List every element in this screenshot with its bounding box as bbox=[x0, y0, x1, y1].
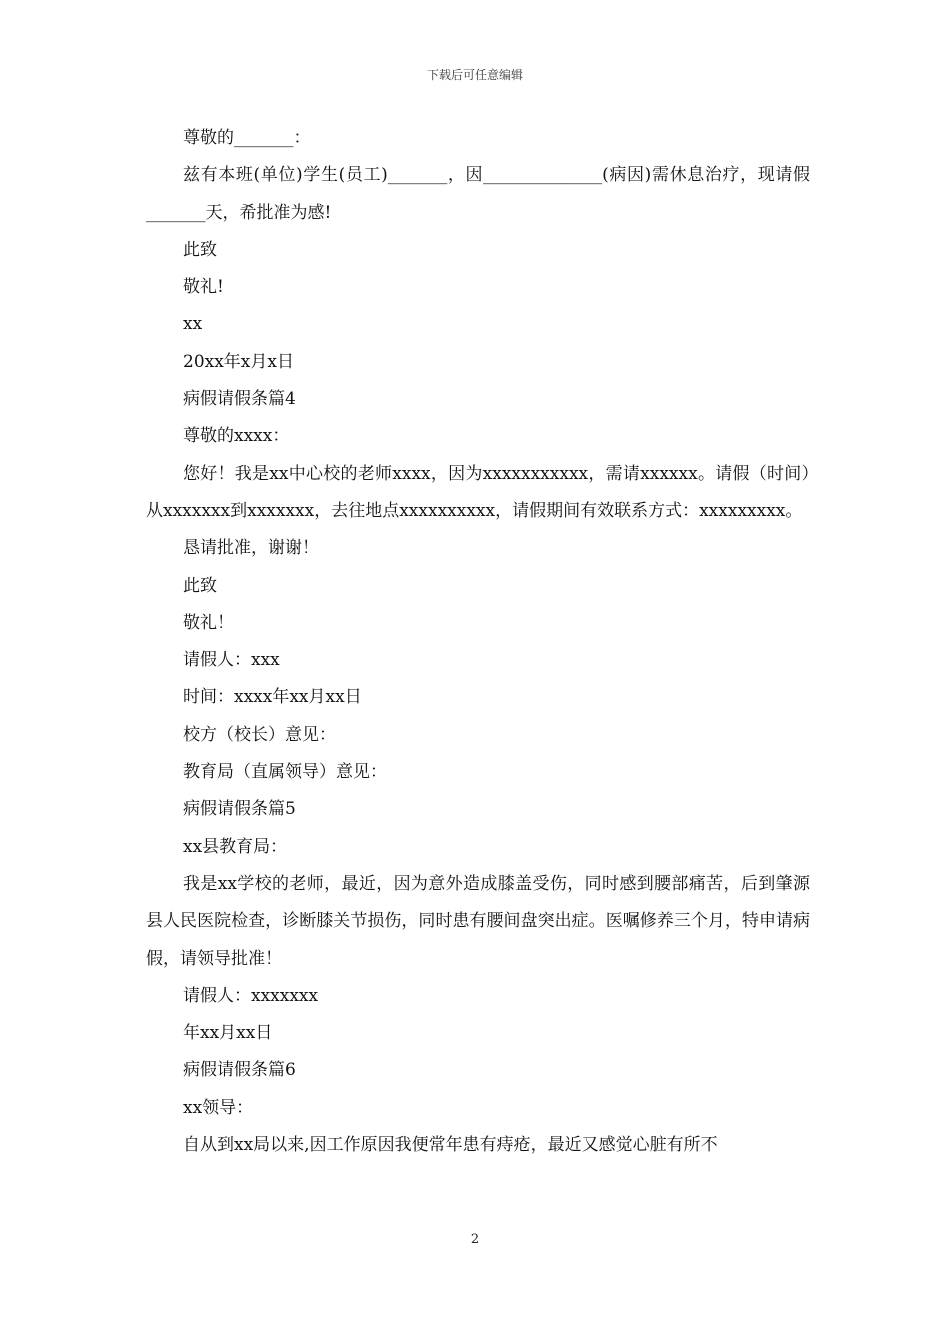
closing-line: 敬礼！ bbox=[183, 612, 234, 633]
paragraph: 兹有本班(单位)学生(员工)_______，因______________(病因)需休息治疗，现请假_______天，希批准为感! bbox=[146, 165, 810, 223]
closing-line: 敬礼! bbox=[183, 277, 224, 298]
approval-line: 教育局（直属领导）意见： bbox=[183, 762, 387, 783]
page-header: 下载后可任意编辑 bbox=[426, 68, 523, 82]
document-body bbox=[146, 120, 810, 1164]
page-number: 2 bbox=[470, 1232, 480, 1247]
section-title: 病假请假条篇4 bbox=[183, 389, 296, 410]
salutation: 尊敬的_______： bbox=[183, 128, 311, 148]
approval-line: 校方（校长）意见： bbox=[183, 724, 336, 745]
closing-line: 此致 bbox=[183, 575, 217, 596]
paragraph: 我是xx学校的老师，最近，因为意外造成膝盖受伤，同时感到腰部痛苦，后到肇源县人民医院检查，诊断膝关节损伤，同时患有腰间盘突出症。医嘱修养三个月，特申请病假，请领导批准！ bbox=[146, 873, 810, 969]
paragraph: 您好！我是xx中心校的老师xxxx，因为xxxxxxxxxxx，需请xxxxxx。请假（时间）从xxxxxxx到xxxxxxx，去往地点xxxxxxxxxx，请假期间有效联系方式：xxxxxxxxx。 bbox=[146, 463, 810, 521]
section-title: 病假请假条篇5 bbox=[183, 799, 296, 820]
date-line: 年xx月xx日 bbox=[183, 1023, 273, 1044]
salutation: xx领导： bbox=[183, 1097, 254, 1118]
requester-line: 请假人：xxx bbox=[183, 650, 280, 671]
date-line: 20xx年x月x日 bbox=[183, 351, 294, 372]
requester-line: 请假人：xxxxxxx bbox=[183, 985, 319, 1006]
closing-line: 此致 bbox=[183, 239, 217, 260]
date-line: 时间：xxxx年xx月xx日 bbox=[183, 687, 362, 708]
paragraph: 自从到xx局以来,因工作原因我便常年患有痔疮，最近又感觉心脏有所不 bbox=[183, 1135, 718, 1156]
signature: xx bbox=[183, 314, 203, 335]
section-title: 病假请假条篇6 bbox=[183, 1060, 296, 1081]
salutation: xx县教育局： bbox=[183, 836, 288, 857]
salutation: 尊敬的xxxx： bbox=[183, 426, 290, 447]
paragraph: 恳请批准，谢谢！ bbox=[183, 538, 319, 559]
